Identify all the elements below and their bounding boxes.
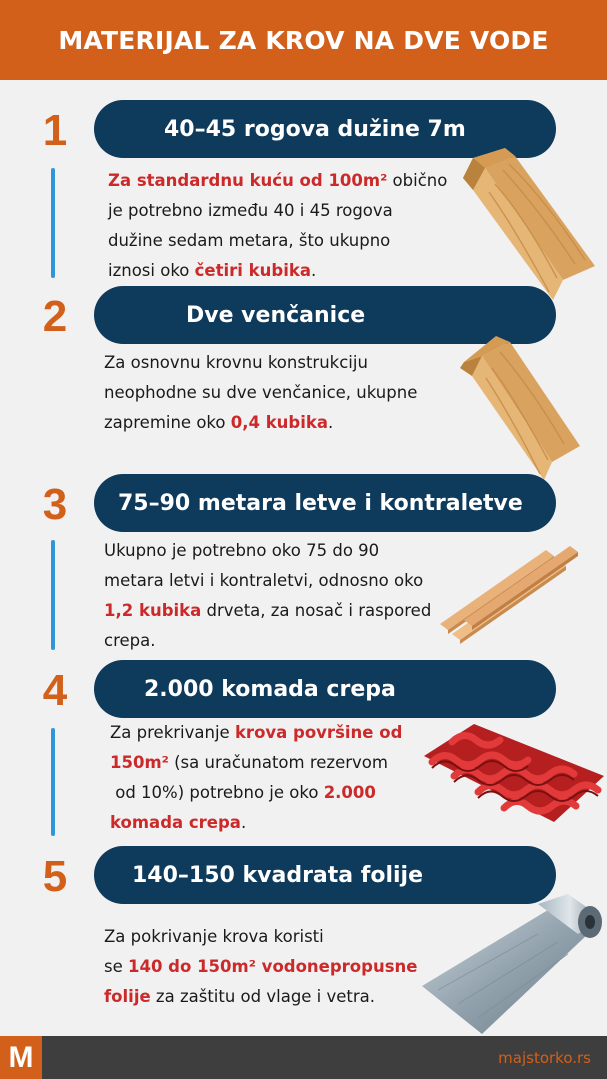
highlighted-text: krova površine od (234, 723, 403, 742)
description-line (104, 536, 431, 566)
description-line (104, 408, 417, 438)
body-text: se (104, 957, 128, 976)
body-text: . (310, 261, 317, 280)
page-title: MATERIJAL ZA KROV NA DVE VODE (58, 25, 549, 55)
description-line (110, 778, 402, 808)
highlighted-text: četiri kubika (194, 261, 311, 280)
description-line (110, 748, 402, 778)
timeline-line (51, 540, 55, 650)
step-description (110, 718, 402, 838)
description-line (104, 348, 417, 378)
body-text: iznosi oko (108, 261, 195, 280)
step-number: 1 (42, 106, 68, 155)
step-title: Dve venčanice (186, 302, 366, 328)
description-line (110, 718, 402, 748)
description-line (104, 982, 417, 1012)
description-line (110, 808, 402, 838)
description-line (104, 952, 417, 982)
step-description (104, 922, 417, 1012)
body-text: je potrebno između 40 i 45 rogova (108, 201, 393, 220)
roof-tiles-icon (404, 716, 604, 834)
description-line (108, 196, 447, 226)
step-number: 4 (42, 666, 68, 715)
description-line (108, 166, 447, 196)
highlighted-text: 0,4 kubika (230, 413, 329, 432)
step-title: 2.000 komada crepa (144, 676, 396, 702)
step-number: 5 (42, 852, 68, 901)
website-link[interactable]: majstorko.rs (498, 1048, 591, 1067)
description-line (104, 626, 431, 656)
body-text: obično (387, 171, 448, 190)
body-text: drveta, za nosač i raspored (201, 601, 432, 620)
body-text: zapremine oko (104, 413, 231, 432)
highlighted-text: 140 do 150m² vodonepropusne (128, 957, 418, 976)
step-description (108, 166, 447, 286)
body-text: metara letvi i kontraletvi, odnosno oko (104, 571, 424, 590)
body-text: (sa uračunatom rezervom (168, 753, 388, 772)
timeline-line (51, 168, 55, 278)
header-banner (0, 0, 607, 80)
description-line (108, 226, 447, 256)
body-text: neophodne su dve venčanice, ukupne (104, 383, 418, 402)
step-title: 75–90 metara letve i kontraletve (118, 490, 523, 516)
body-text: Ukupno je potrebno oko 75 do 90 (104, 541, 380, 560)
step-number: 2 (42, 292, 68, 341)
description-line (108, 256, 447, 286)
step-title-pill (94, 660, 556, 718)
step-number: 3 (42, 480, 68, 529)
body-text: crepa. (104, 631, 156, 650)
step-description (104, 348, 417, 438)
wooden-beam-icon (445, 148, 605, 308)
body-text: . (240, 813, 247, 832)
highlighted-text: 1,2 kubika (104, 601, 202, 620)
description-line (104, 922, 417, 952)
step-title-pill (94, 474, 556, 532)
wooden-beam-icon (452, 334, 592, 484)
description-line (104, 596, 431, 626)
wooden-battens-icon (436, 544, 581, 644)
footer-bar (0, 1036, 607, 1079)
body-text: za zaštitu od vlage i vetra. (150, 987, 376, 1006)
highlighted-text: Za standardnu kuću od 100m² (108, 171, 388, 190)
step-title: 140–150 kvadrata folije (132, 862, 424, 888)
body-text: . (328, 413, 334, 432)
body-text: od 10%) potrebno je oko (110, 783, 324, 802)
body-text: Za prekrivanje (110, 723, 235, 742)
body-text: dužine sedam metara, što ukupno (108, 231, 391, 250)
highlighted-text: komada crepa (110, 813, 241, 832)
highlighted-text: folije (104, 987, 151, 1006)
highlighted-text: 150m² (110, 753, 169, 772)
timeline-line (51, 728, 55, 836)
step-description (104, 536, 431, 656)
description-line (104, 566, 431, 596)
highlighted-text: 2.000 (323, 783, 376, 802)
body-text: Za pokrivanje krova koristi (104, 927, 324, 946)
brand-logo: M (0, 1036, 42, 1079)
body-text: Za osnovnu krovnu konstrukciju (104, 353, 368, 372)
foil-roll-icon (418, 894, 604, 1036)
step-title: 40–45 rogova dužine 7m (164, 116, 466, 142)
description-line (104, 378, 417, 408)
